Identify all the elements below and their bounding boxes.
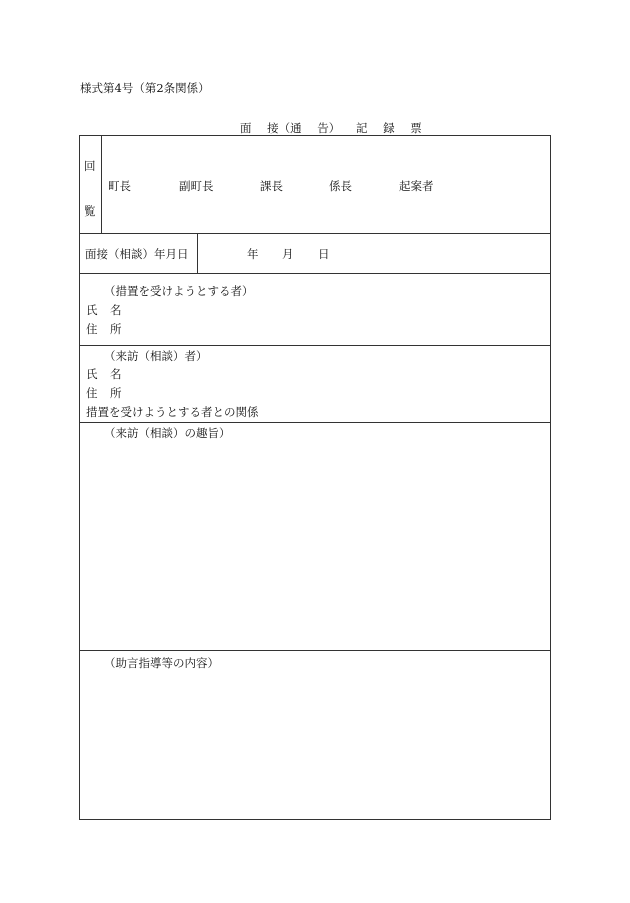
subject-address-label: 住 所 xyxy=(86,322,122,336)
month-label: 月 xyxy=(282,247,294,261)
day-label: 日 xyxy=(318,247,330,261)
form-title: 面 接（通 告） 記 録 票 xyxy=(240,121,422,135)
visitor-heading: （来訪（相談）者） xyxy=(104,349,208,363)
circulation-label-char: 覧 xyxy=(84,204,96,218)
visitor-section xyxy=(79,345,551,423)
year-label: 年 xyxy=(247,247,259,261)
subject-section xyxy=(79,273,551,346)
interview-date-label: 面接（相談）年月日 xyxy=(85,247,189,261)
visitor-name-label: 氏 名 xyxy=(86,367,122,381)
role-drafter: 起案者 xyxy=(399,179,434,193)
visitor-address-label: 住 所 xyxy=(86,386,122,400)
interview-date-value[interactable] xyxy=(247,246,330,262)
visit-purpose-heading: （来訪（相談）の趣旨） xyxy=(104,426,231,440)
circulation-section xyxy=(79,135,551,234)
circulation-label-char: 回 xyxy=(84,159,96,173)
guidance-section[interactable] xyxy=(79,650,551,820)
interview-date-label-cell xyxy=(80,233,198,273)
guidance-heading: （助言指導等の内容） xyxy=(104,656,219,670)
subject-heading: （措置を受けようとする者） xyxy=(104,284,254,298)
role-mayor: 町長 xyxy=(108,179,131,193)
form-number: 様式第4号（第2条関係） xyxy=(80,81,210,95)
interview-date-section xyxy=(79,233,551,274)
circulation-label xyxy=(80,136,102,233)
role-deputy-mayor: 副町長 xyxy=(179,179,214,193)
visitor-relation-label: 措置を受けようとする者との関係 xyxy=(86,405,259,419)
subject-name-label: 氏 名 xyxy=(86,303,122,317)
visit-purpose-section[interactable] xyxy=(79,422,551,651)
role-section-chief: 課長 xyxy=(260,179,283,193)
role-subsection-chief: 係長 xyxy=(329,179,352,193)
approval-roles xyxy=(108,178,434,194)
